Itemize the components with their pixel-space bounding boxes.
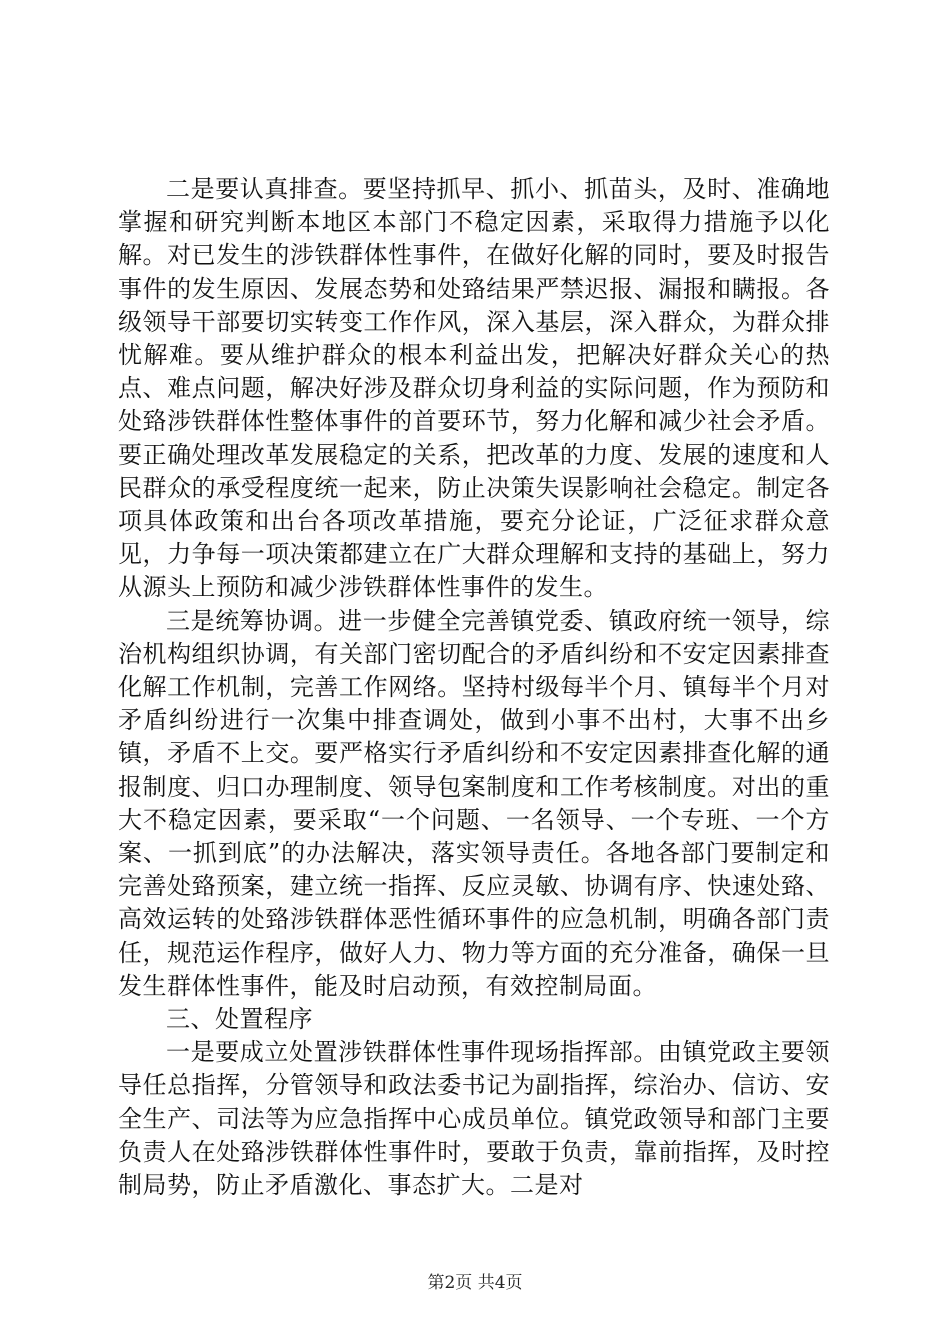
paragraph-command-center: 一是要成立处置涉铁群体性事件现场指挥部。由镇党政主要领导任总指挥，分管领导和政法委书记为副指挥，综治办、信访、安全生产、司法等为应急指挥中心成员单位。镇党政领导和部门主要负责人在处臵涉铁群体性事件时，要敢于负责，靠前指挥，及时控制局势，防止矛盾激化、事态扩大。二是对 — [118, 1038, 830, 1200]
paragraph-investigation: 二是要认真排查。要坚持抓早、抓小、抓苗头，及时、准确地掌握和研究判断本地区本部门不稳定因素，采取得力措施予以化解。对已发生的涉铁群体性事件，在做好化解的同时，要及时报告事件的发生原因、发展态势和处臵结果严禁迟报、漏报和瞒报。各级领导干部要切实转变工作作风，深入基层，深入群众，为群众排忧解难。要从维护群众的根本利益出发，把解决好群众关心的热点、难点问题，解决好涉及群众切身利益的实际问题，作为预防和处臵涉铁群体性整体事件的首要环节，努力化解和减少社会矛盾。要正确处理改革发展稳定的关系，把改革的力度、发展的速度和人民群众的承受程度统一起来，防止决策失误影响社会稳定。制定各项具体政策和出台各项改革措施，要充分论证，广泛征求群众意见，力争每一项决策都建立在广大群众理解和支持的基础上，努力从源头上预防和减少涉铁群体性事件的发生。 — [118, 175, 830, 602]
paragraph-coordination: 三是统筹协调。进一步健全完善镇党委、镇政府统一领导，综治机构组织协调，有关部门密切配合的矛盾纠纷和不安定因素排查化解工作机制，完善工作网络。坚持村级每半个月、镇每半个月对矛盾纠纷进行一次集中排查调处，做到小事不出村，大事不出乡镇，矛盾不上交。要严格实行矛盾纠纷和不安定因素排查化解的通报制度、归口办理制度、领导包案制度和工作考核制度。对出的重大不稳定因素，要采取“一个问题、一名领导、一个专班、一个方案、一抓到底”的办法解决，落实领导责任。各地各部门要制定和完善处臵预案，建立统一指挥、反应灵敏、协调有序、快速处臵、高效运转的处臵涉铁群体恶性循环事件的应急机制，明确各部门责任，规范运作程序，做好人力、物力等方面的充分准备，确保一旦发生群体性事件，能及时启动预，有效控制局面。 — [118, 606, 830, 1000]
section-heading: 三、处置程序 — [166, 1005, 313, 1034]
page-footer: 第2页 共4页 — [427, 1273, 523, 1293]
document-body — [118, 173, 830, 1202]
